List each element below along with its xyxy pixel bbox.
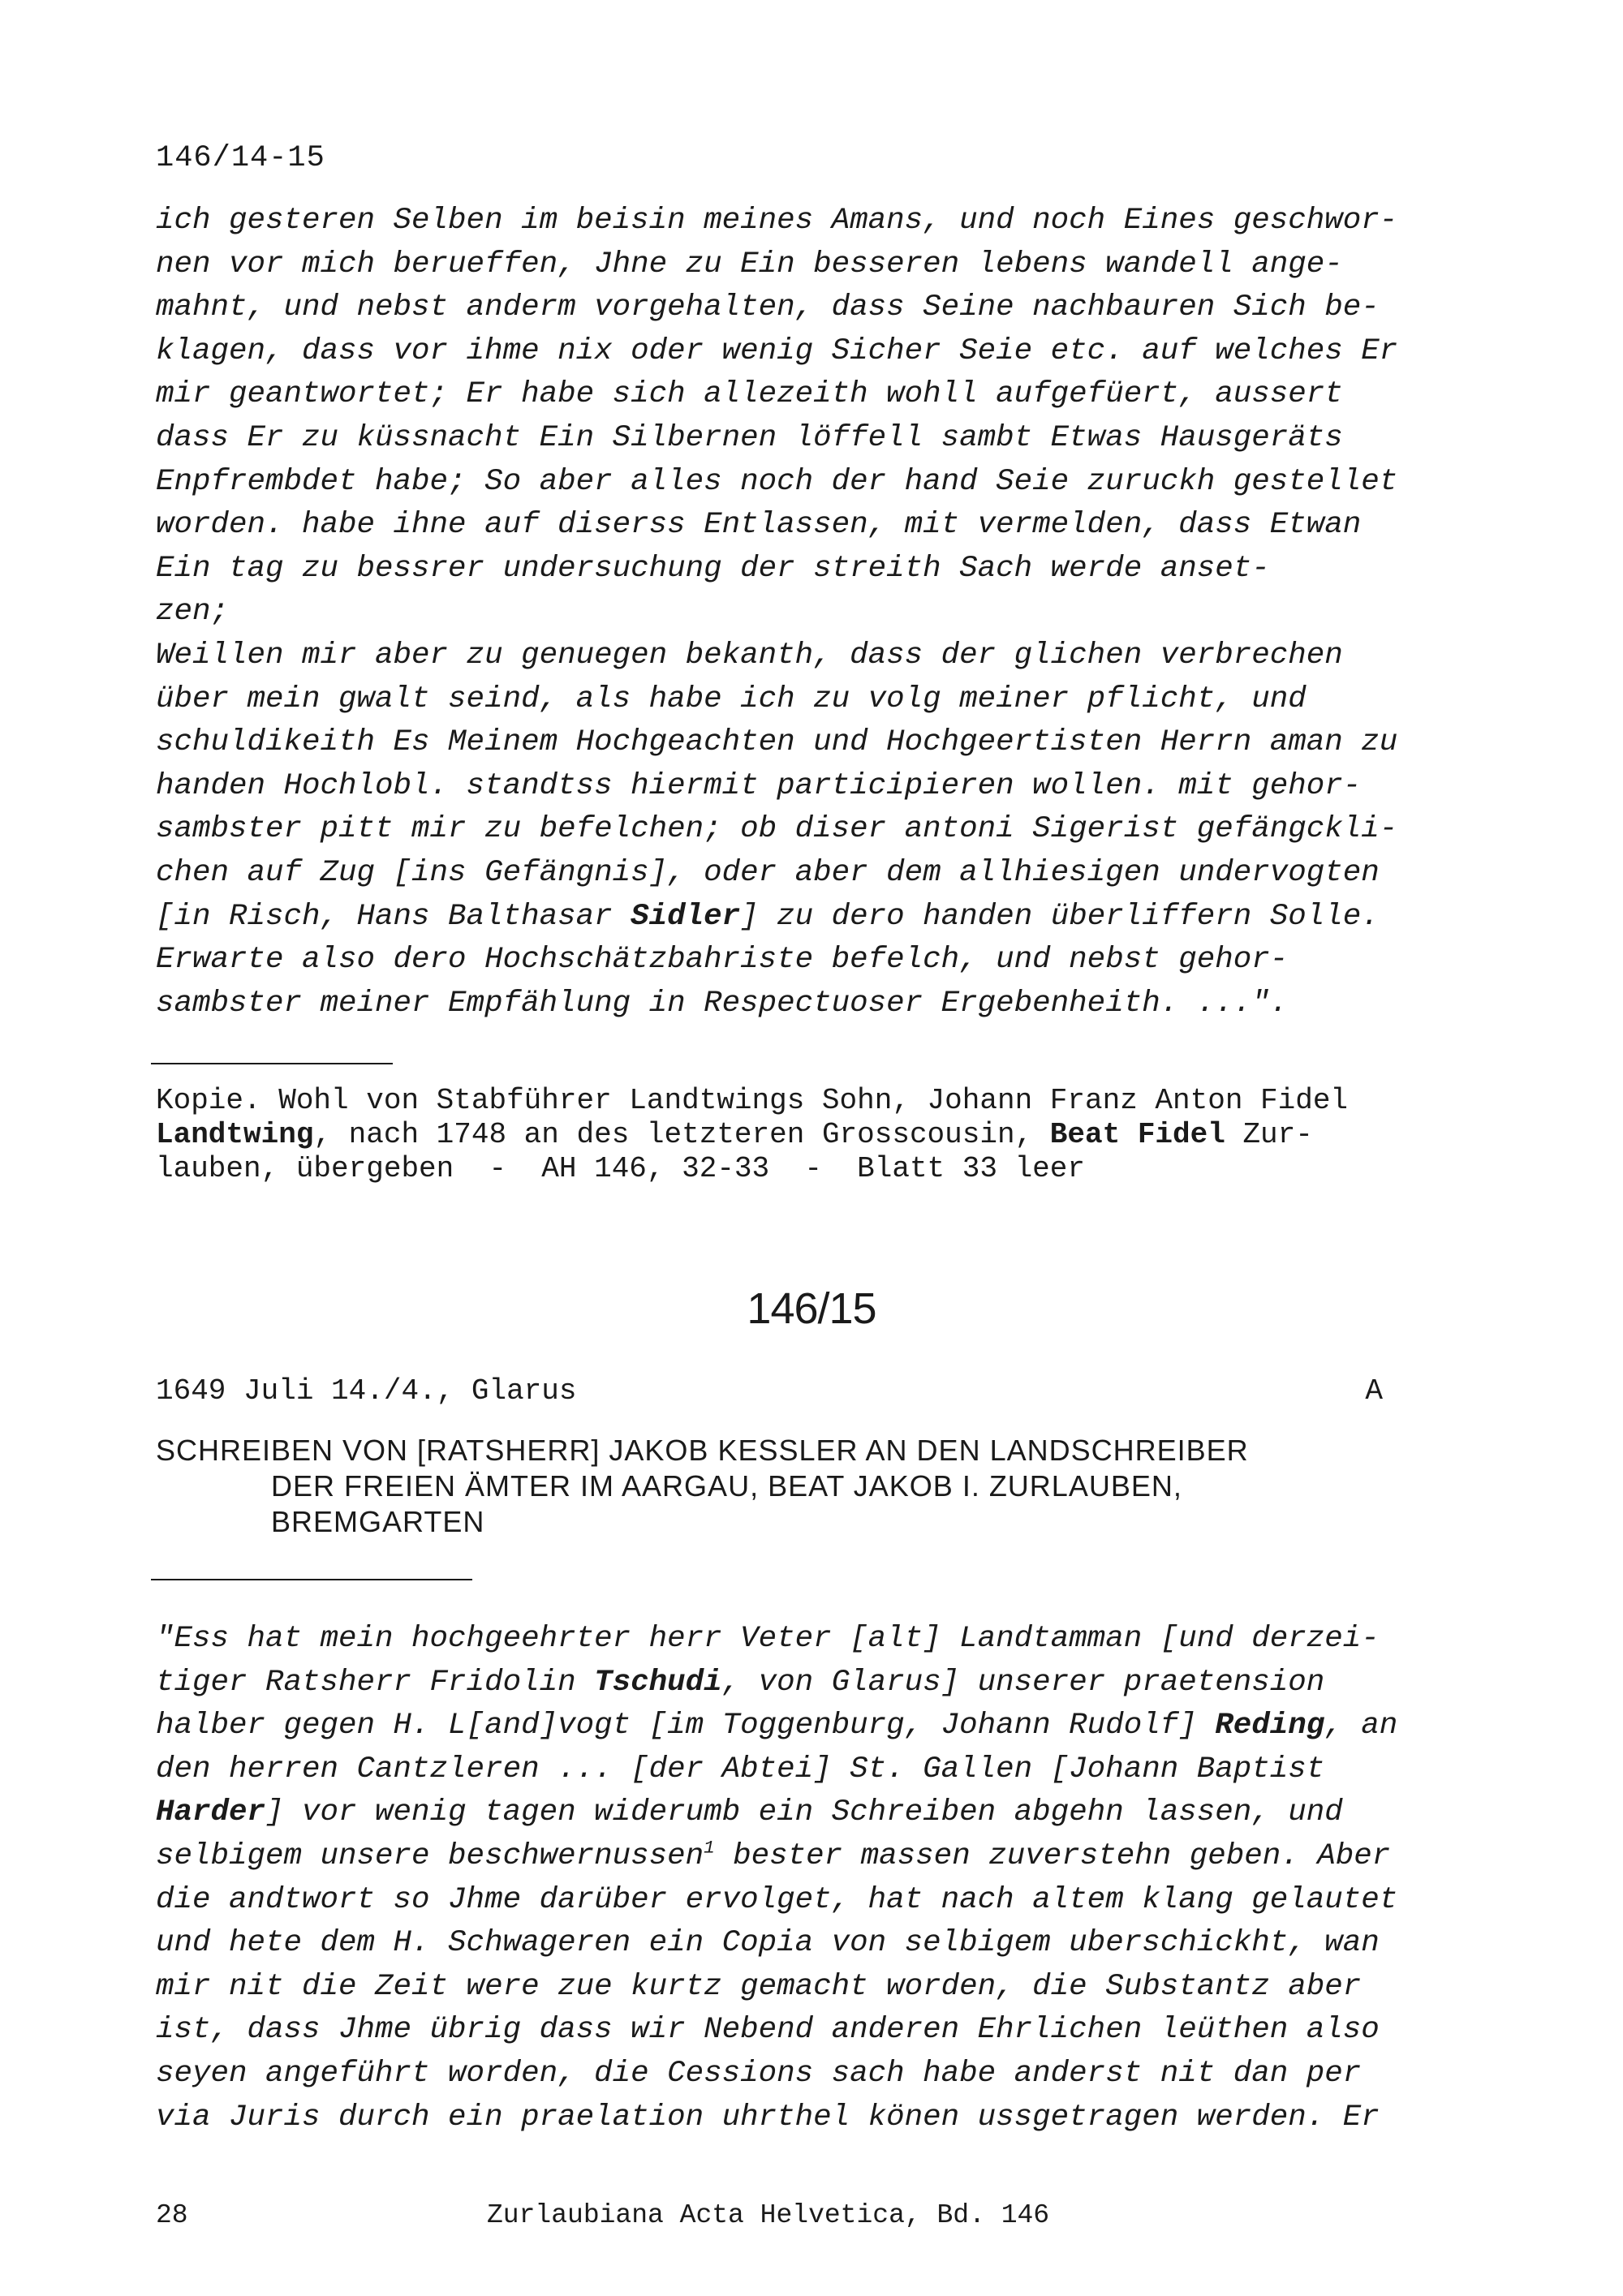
text-line	[156, 896, 1406, 939]
date-line	[156, 1374, 1406, 1408]
text-line: die andtwort so Jhme darüber ervolget, hat nach altem klang gelautet	[156, 1882, 1398, 1917]
text-line: Enpfrembdet habe; So aber alles noch der hand Seie zuruckh gestellet	[156, 464, 1398, 499]
text-line: sambster meiner Empfählung in Respectuoser Ergebenheith. ...".	[156, 986, 1289, 1021]
text-line: dass Er zu küssnacht Ein Silbernen löffell sambt Etwas Hausgeräts	[156, 420, 1343, 455]
text-line: und hete dem H. Schwageren ein Copia von selbigem uberschickht, wan	[156, 1926, 1380, 1961]
text-segment: , an	[1324, 1709, 1398, 1743]
text-line	[156, 1791, 1406, 1835]
publication-title: Zurlaubiana Acta Helvetica, Bd. 146	[487, 2200, 1050, 2230]
page-number: 28	[156, 2200, 188, 2230]
text-line	[156, 1835, 1406, 1879]
text-line: handen Hochlobl. standtss hiermit participieren wollen. mit gehor-	[156, 768, 1362, 803]
text-line: via Juris durch ein praelation uhrthel könen ussgetragen werden. Er	[156, 2100, 1380, 2135]
text-line: schuldikeith Es Meinem Hochgeachten und Hochgeertisten Herrn aman zu	[156, 725, 1398, 760]
person-name: Reding	[1215, 1709, 1325, 1743]
title-line: BREMGARTEN	[271, 1505, 485, 1538]
text-line: ist, dass Jhme übrig dass wir Nebend anderen Ehrlichen leüthen also	[156, 2013, 1380, 2048]
text-segment: [in Risch, Hans Balthasar	[156, 899, 631, 934]
person-name: Harder	[156, 1795, 266, 1830]
note-line: Kopie. Wohl von Stabführer Landtwings Sohn, Johann Franz Anton Fidel	[156, 1084, 1349, 1117]
title-line: DER FREIEN ÄMTER IM AARGAU, BEAT JAKOB I. ZURLAUBEN,	[271, 1469, 1182, 1503]
text-line: chen auf Zug [ins Gefängnis], oder aber dem allhiesigen undervogten	[156, 855, 1380, 890]
document-number: 146/15	[747, 1284, 876, 1333]
text-line: mir nit die Zeit were zue kurtz gemacht worden, die Substantz aber	[156, 1969, 1362, 2004]
person-name: Beat Fidel	[1049, 1118, 1225, 1151]
running-header: 146/14-15	[156, 141, 325, 175]
text-segment: bester massen zuverstehn geben. Aber	[714, 1838, 1391, 1873]
text-line: "Ess hat mein hochgeehrter herr Veter [alt] Landtamman [und derzei-	[156, 1622, 1380, 1656]
title-line: SCHREIBEN VON [RATSHERR] JAKOB KESSLER AN DEN LANDSCHREIBER	[156, 1434, 1249, 1467]
text-segment: Zur-	[1225, 1118, 1313, 1151]
person-name: Landtwing	[156, 1118, 314, 1151]
text-line: den herren Cantzleren ... [der Abtei] St. Gallen [Johann Baptist	[156, 1752, 1325, 1786]
text-line	[156, 1662, 1406, 1705]
text-line: Ein tag zu bessrer undersuchung der streith Sach werde anset-	[156, 551, 1270, 586]
person-name: Tschudi	[594, 1665, 722, 1700]
text-line: worden. habe ihne auf diserss Entlassen, mit vermelden, dass Etwan	[156, 508, 1362, 543]
text-segment: halber gegen H. L[and]vogt [im Toggenburg, Johann Rudolf]	[156, 1709, 1216, 1743]
footnote-marker: 1	[704, 1837, 715, 1859]
text-line: mahnt, und nebst anderm vorgehalten, dass Seine nachbauren Sich be-	[156, 290, 1380, 325]
text-line: Weillen mir aber zu genuegen bekanth, dass der glichen verbrechen	[156, 638, 1343, 673]
text-line: klagen, dass vor ihme nix oder wenig Sicher Seie etc. auf welches Er	[156, 333, 1398, 368]
text-segment: ] zu dero handen überliffern Solle.	[740, 899, 1380, 934]
section-rule	[151, 1063, 393, 1064]
date-place: 1649 Juli 14./4., Glarus	[156, 1374, 577, 1408]
continuation-text	[156, 200, 1406, 1025]
text-line: seyen angeführt worden, die Cessions sach habe anderst nit dan per	[156, 2056, 1362, 2091]
text-line: Erwarte also dero Hochschätzbahriste befelch, und nebst gehor-	[156, 943, 1289, 978]
text-segment: , nach 1748 an des letzteren Grosscousin,	[313, 1118, 1050, 1151]
text-line: ich gesteren Selben im beisin meines Amans, und noch Eines geschwor-	[156, 204, 1398, 238]
text-line: mir geantwortet; Er habe sich allezeith wohll aufgefüert, aussert	[156, 377, 1343, 412]
text-line: über mein gwalt seind, als habe ich zu volg meiner pflicht, und	[156, 681, 1307, 716]
title-rule	[151, 1579, 472, 1580]
document-title	[156, 1433, 1249, 1540]
text-segment: , von Glarus] unserer praetension	[721, 1665, 1325, 1700]
text-line: nen vor mich berueffen, Jhne zu Ein besseren lebens wandell ange-	[156, 247, 1343, 282]
note-line: lauben, übergeben - AH 146, 32-33 - Blatt 33 leer	[156, 1152, 1085, 1185]
text-line: zen;	[156, 595, 230, 630]
person-name: Sidler	[631, 899, 741, 934]
archival-note	[156, 1084, 1406, 1186]
grade-label: A	[1365, 1374, 1383, 1408]
letter-text	[156, 1618, 1406, 2139]
note-line	[156, 1118, 1406, 1152]
text-line	[156, 1705, 1406, 1748]
text-segment: tiger Ratsherr Fridolin	[156, 1665, 595, 1700]
text-segment: ] vor wenig tagen widerumb ein Schreiben abgehn lassen, und	[265, 1795, 1343, 1830]
text-segment: selbigem unsere beschwernussen	[156, 1838, 704, 1873]
text-line: sambster pitt mir zu befelchen; ob diser antoni Sigerist gefängckli-	[156, 812, 1398, 847]
